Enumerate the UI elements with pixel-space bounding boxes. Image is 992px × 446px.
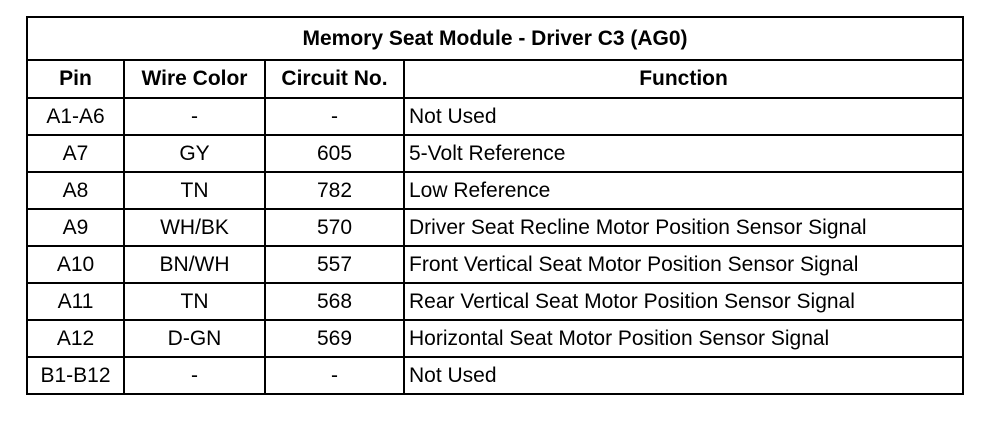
function-cell: Rear Vertical Seat Motor Position Sensor Signal	[404, 283, 963, 320]
circuit-no-cell: 569	[265, 320, 404, 357]
circuit-no-cell: 605	[265, 135, 404, 172]
wire-color-cell: -	[124, 98, 265, 135]
table-title: Memory Seat Module - Driver C3 (AG0)	[27, 17, 963, 60]
wire-color-cell: TN	[124, 283, 265, 320]
wire-color-cell: WH/BK	[124, 209, 265, 246]
pin-cell: A9	[27, 209, 124, 246]
circuit-no-cell: 568	[265, 283, 404, 320]
table-row	[27, 98, 963, 135]
circuit-no-cell: -	[265, 98, 404, 135]
column-header-wire-color: Wire Color	[124, 60, 265, 98]
table-row	[27, 246, 963, 283]
table-row	[27, 209, 963, 246]
table-header-row	[27, 60, 963, 98]
connector-table-container	[26, 16, 964, 395]
function-cell: Not Used	[404, 357, 963, 394]
wire-color-cell: -	[124, 357, 265, 394]
table-title-row	[27, 17, 963, 60]
circuit-no-cell: 782	[265, 172, 404, 209]
wire-color-cell: GY	[124, 135, 265, 172]
function-cell: Low Reference	[404, 172, 963, 209]
table-row	[27, 172, 963, 209]
function-cell: 5-Volt Reference	[404, 135, 963, 172]
pin-cell: A12	[27, 320, 124, 357]
table-row	[27, 320, 963, 357]
pin-cell: B1-B12	[27, 357, 124, 394]
column-header-circuit-no: Circuit No.	[265, 60, 404, 98]
pin-cell: A11	[27, 283, 124, 320]
column-header-function: Function	[404, 60, 963, 98]
connector-pinout-table	[26, 16, 964, 395]
function-cell: Not Used	[404, 98, 963, 135]
circuit-no-cell: 557	[265, 246, 404, 283]
table-row	[27, 135, 963, 172]
column-header-pin: Pin	[27, 60, 124, 98]
wire-color-cell: TN	[124, 172, 265, 209]
circuit-no-cell: -	[265, 357, 404, 394]
function-cell: Horizontal Seat Motor Position Sensor Signal	[404, 320, 963, 357]
wire-color-cell: D-GN	[124, 320, 265, 357]
function-cell: Driver Seat Recline Motor Position Sensor Signal	[404, 209, 963, 246]
circuit-no-cell: 570	[265, 209, 404, 246]
pin-cell: A7	[27, 135, 124, 172]
pin-cell: A1-A6	[27, 98, 124, 135]
table-row	[27, 357, 963, 394]
function-cell: Front Vertical Seat Motor Position Sensor Signal	[404, 246, 963, 283]
table-row	[27, 283, 963, 320]
wire-color-cell: BN/WH	[124, 246, 265, 283]
pin-cell: A10	[27, 246, 124, 283]
pin-cell: A8	[27, 172, 124, 209]
